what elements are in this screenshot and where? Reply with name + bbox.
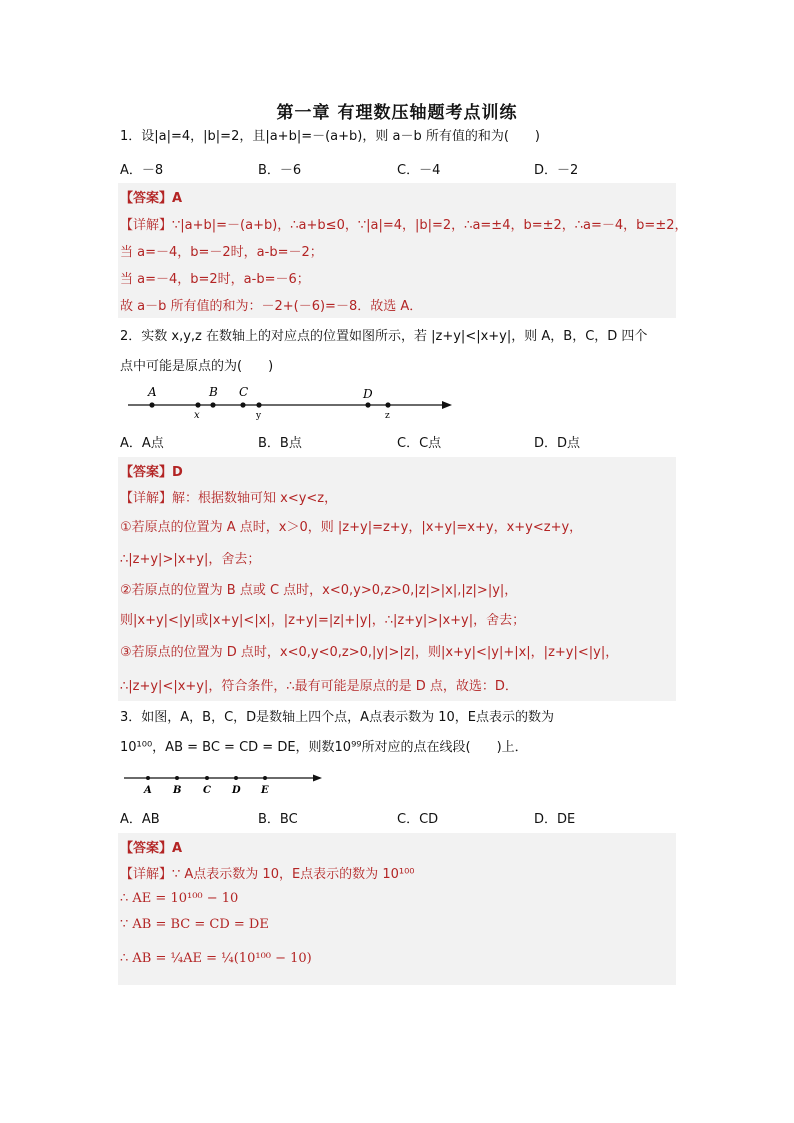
q3-label-a: A [144, 785, 152, 796]
q2-answer-box [118, 457, 676, 701]
q3-label-d: D [232, 785, 241, 796]
q3-option-c: C．CD [397, 812, 439, 827]
q3-stem-line2: 10¹⁰⁰，AB = BC = CD = DE，则数10⁹⁹所对应的点在线段( )上． [120, 740, 528, 755]
q3-axis-arrow [313, 775, 322, 782]
q3-label-e: E [261, 785, 269, 796]
q3-point-a [146, 776, 150, 780]
q3-answer-box [118, 833, 676, 985]
q2-answer: 【答案】D [120, 465, 183, 480]
q3-option-b: B．BC [258, 812, 298, 827]
q2-label-a: A [148, 385, 157, 399]
q2-option-a: A．A点 [120, 436, 164, 451]
q1-option-d: D．－2 [534, 163, 579, 178]
q2-stem-line1: 2．实数 x,y,z 在数轴上的对应点的位置如图所示，若 |z+y|<|x+y|，则 A，B，C，D 四个 [120, 329, 648, 344]
q2-label-x: x [194, 410, 200, 421]
q2-stem-line2: 点中可能是原点的为( ) [120, 359, 274, 374]
q3-number-line-figure [122, 770, 332, 800]
q2-detail-6: ③若原点的位置为 D 点时，x<0,y<0,z>0,|y|>|z|，则|x+y|<|y|+|x|，|z+y|<|y|， [120, 645, 619, 660]
q2-label-y: y [256, 411, 262, 421]
q2-point-z [385, 402, 390, 407]
q1-answer: 【答案】A [120, 191, 183, 206]
q1-option-c: C．－4 [397, 163, 441, 178]
q3-point-b [175, 776, 179, 780]
chapter-title: 第一章 有理数压轴题考点训练 [276, 103, 518, 123]
q2-label-b: B [209, 385, 218, 399]
q2-point-y [256, 402, 261, 407]
q2-detail-4: ②若原点的位置为 B 点或 C 点时，x<0,y>0,z>0,|z|>|x|,|z|>|y|， [120, 583, 518, 598]
q1-stem [120, 125, 540, 144]
q1-detail-3: 当 a=－4，b=2时，a-b=－6； [120, 272, 310, 287]
q2-detail-5: 则|x+y|<|y|或|x+y|<|x|，|z+y|=|z|+|y|，∴|z+y|>|x+y|，舍去； [120, 613, 526, 628]
q1-detail-2: 当 a=－4，b=－2时，a-b=－2； [120, 245, 323, 260]
q3-detail-1: 【详解】∵ A点表示数为 10，E点表示的数为 10¹⁰⁰ [120, 867, 415, 882]
q3-detail-4: ∴ AB = ¼AE = ¼(10¹⁰⁰ − 10) [120, 951, 312, 966]
q1-stem-text: 1．设|a|=4，|b|=2，且|a+b|=－(a+b)，则 a－b 所有值的和为( ) [120, 129, 540, 144]
q2-point-b [210, 402, 215, 407]
q2-point-x [195, 402, 200, 407]
q3-point-d [234, 776, 238, 780]
q3-option-a: A．AB [120, 812, 160, 827]
q2-detail-1: 【详解】解：根据数轴可知 x<y<z， [120, 491, 338, 506]
q1-detail-1: 【详解】∵|a+b|=－(a+b)，∴a+b≤0，∵|a|=4，|b|=2，∴a=±4，b=±2，∴a=－4，b=±2， [120, 218, 688, 233]
q3-point-e [263, 776, 267, 780]
q1-option-a: A．－8 [120, 163, 164, 178]
q2-number-line-figure [122, 382, 462, 422]
q3-detail-3: ∵ AB = BC = CD = DE [120, 917, 269, 932]
q3-label-c: C [203, 785, 211, 796]
q2-label-c: C [239, 385, 249, 399]
q3-detail-2: ∴ AE = 10¹⁰⁰ − 10 [120, 891, 239, 906]
q2-detail-7: ∴|z+y|<|x+y|，符合条件，∴最有可能是原点的是 D 点，故选：D． [120, 679, 518, 694]
q3-option-d: D．DE [534, 812, 576, 827]
q2-label-d: D [363, 387, 373, 401]
q2-detail-2: ①若原点的位置为 A 点时，x＞0，则 |z+y|=z+y，|x+y|=x+y，x+y<z+y， [120, 520, 583, 535]
q2-point-d [365, 402, 370, 407]
q1-option-b: B．－6 [258, 163, 302, 178]
q2-axis-arrow [442, 401, 452, 409]
q3-point-c [205, 776, 209, 780]
q3-label-b: B [173, 785, 182, 796]
q3-answer: 【答案】A [120, 841, 183, 856]
q2-label-z: z [385, 411, 390, 421]
q2-detail-3: ∴|z+y|>|x+y|，舍去； [120, 552, 261, 567]
q2-option-c: C．C点 [397, 436, 442, 451]
q1-answer-box [118, 183, 688, 318]
q3-stem-line1: 3．如图，A，B，C，D是数轴上四个点，A点表示数为 10，E点表示的数为 [120, 710, 554, 725]
q2-option-d: D．D点 [534, 436, 581, 451]
q1-detail-4: 故 a－b 所有值的和为：－2+(－6)=－8．故选 A． [120, 299, 423, 314]
q2-point-a [149, 402, 154, 407]
q2-point-c [240, 402, 245, 407]
q2-option-b: B．B点 [258, 436, 302, 451]
